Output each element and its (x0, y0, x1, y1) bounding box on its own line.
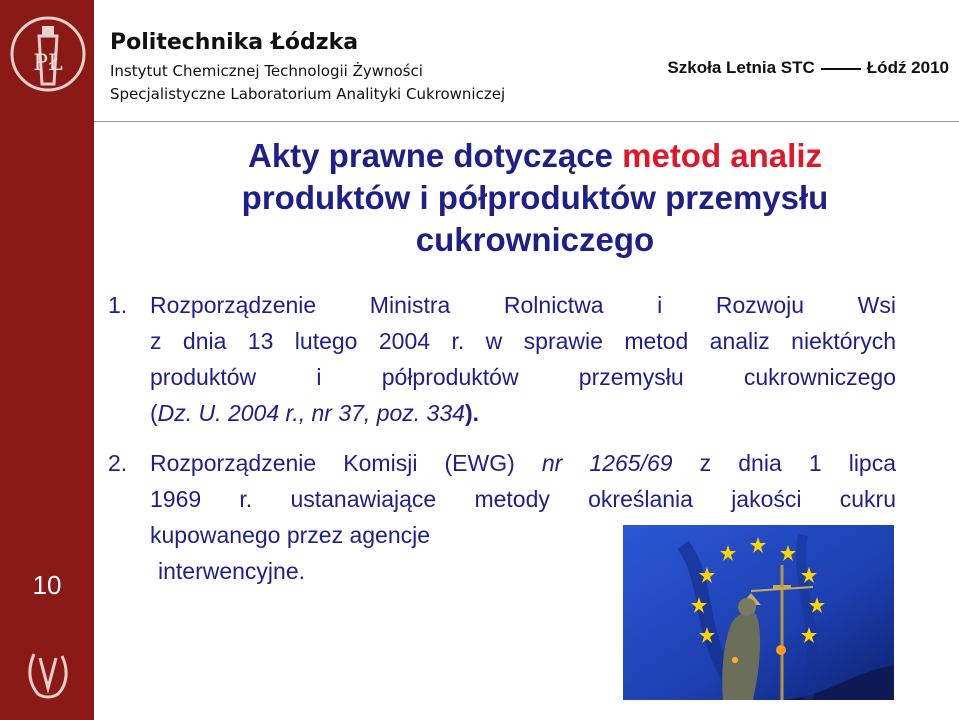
sidebar (0, 0, 94, 720)
header-divider (94, 121, 959, 122)
school-name: Szkoła Letnia STC (667, 58, 815, 77)
list-item (108, 287, 896, 431)
title-part1: Akty prawne dotyczące (247, 137, 613, 174)
bottom-emblem-icon (24, 648, 72, 700)
paren-open: ( (150, 400, 158, 426)
paren-close: ). (464, 400, 479, 426)
item-number: 2. (108, 450, 128, 476)
regulation-date: z dnia 1 lipca (699, 450, 897, 476)
journal-reference: Dz. U. 2004 r., nr 37, poz. 334 (157, 400, 465, 426)
item-line: produktów i półproduktów przemysłu cukrowniczego (150, 364, 896, 390)
item-line: interwencyjne. (158, 558, 306, 584)
title-highlight: metod analiz (622, 137, 822, 174)
slide-number: 10 (32, 570, 62, 600)
item-reference (108, 395, 896, 431)
institute-name: Instytut Chemicznej Technologii Żywności (110, 62, 423, 80)
school-label (667, 58, 949, 78)
slide-title (140, 135, 930, 261)
item-line: Rozporządzenie Ministra Rolnictwa i Rozwoju Wsi (150, 292, 896, 318)
dash-divider (821, 68, 861, 70)
item-line (150, 445, 896, 481)
item-line: z dnia 13 lutego 2004 r. w sprawie metod analiz niektórych (150, 328, 896, 354)
laboratory-name: Specjalistyczne Laboratorium Analityki Cukrowniczej (110, 85, 506, 103)
regulation-number: nr 1265/69 (541, 450, 673, 476)
item-line: 1969 r. ustanawiające metody określania jakości cukru (150, 486, 896, 512)
eu-flag-justice-photo (623, 525, 894, 700)
svg-text:PŁ: PŁ (33, 51, 63, 76)
item-line: kupowanego przez agencje (150, 522, 431, 548)
school-place-year: Łódź 2010 (866, 58, 949, 77)
university-name: Politechnika Łódzka (110, 30, 359, 55)
title-part2: produktów i półproduktów przemysłu cukrowniczego (241, 179, 829, 258)
regulation-name: Rozporządzenie Komisji (EWG) (150, 450, 515, 476)
university-logo-icon (6, 14, 90, 98)
item-number: 1. (108, 292, 128, 318)
